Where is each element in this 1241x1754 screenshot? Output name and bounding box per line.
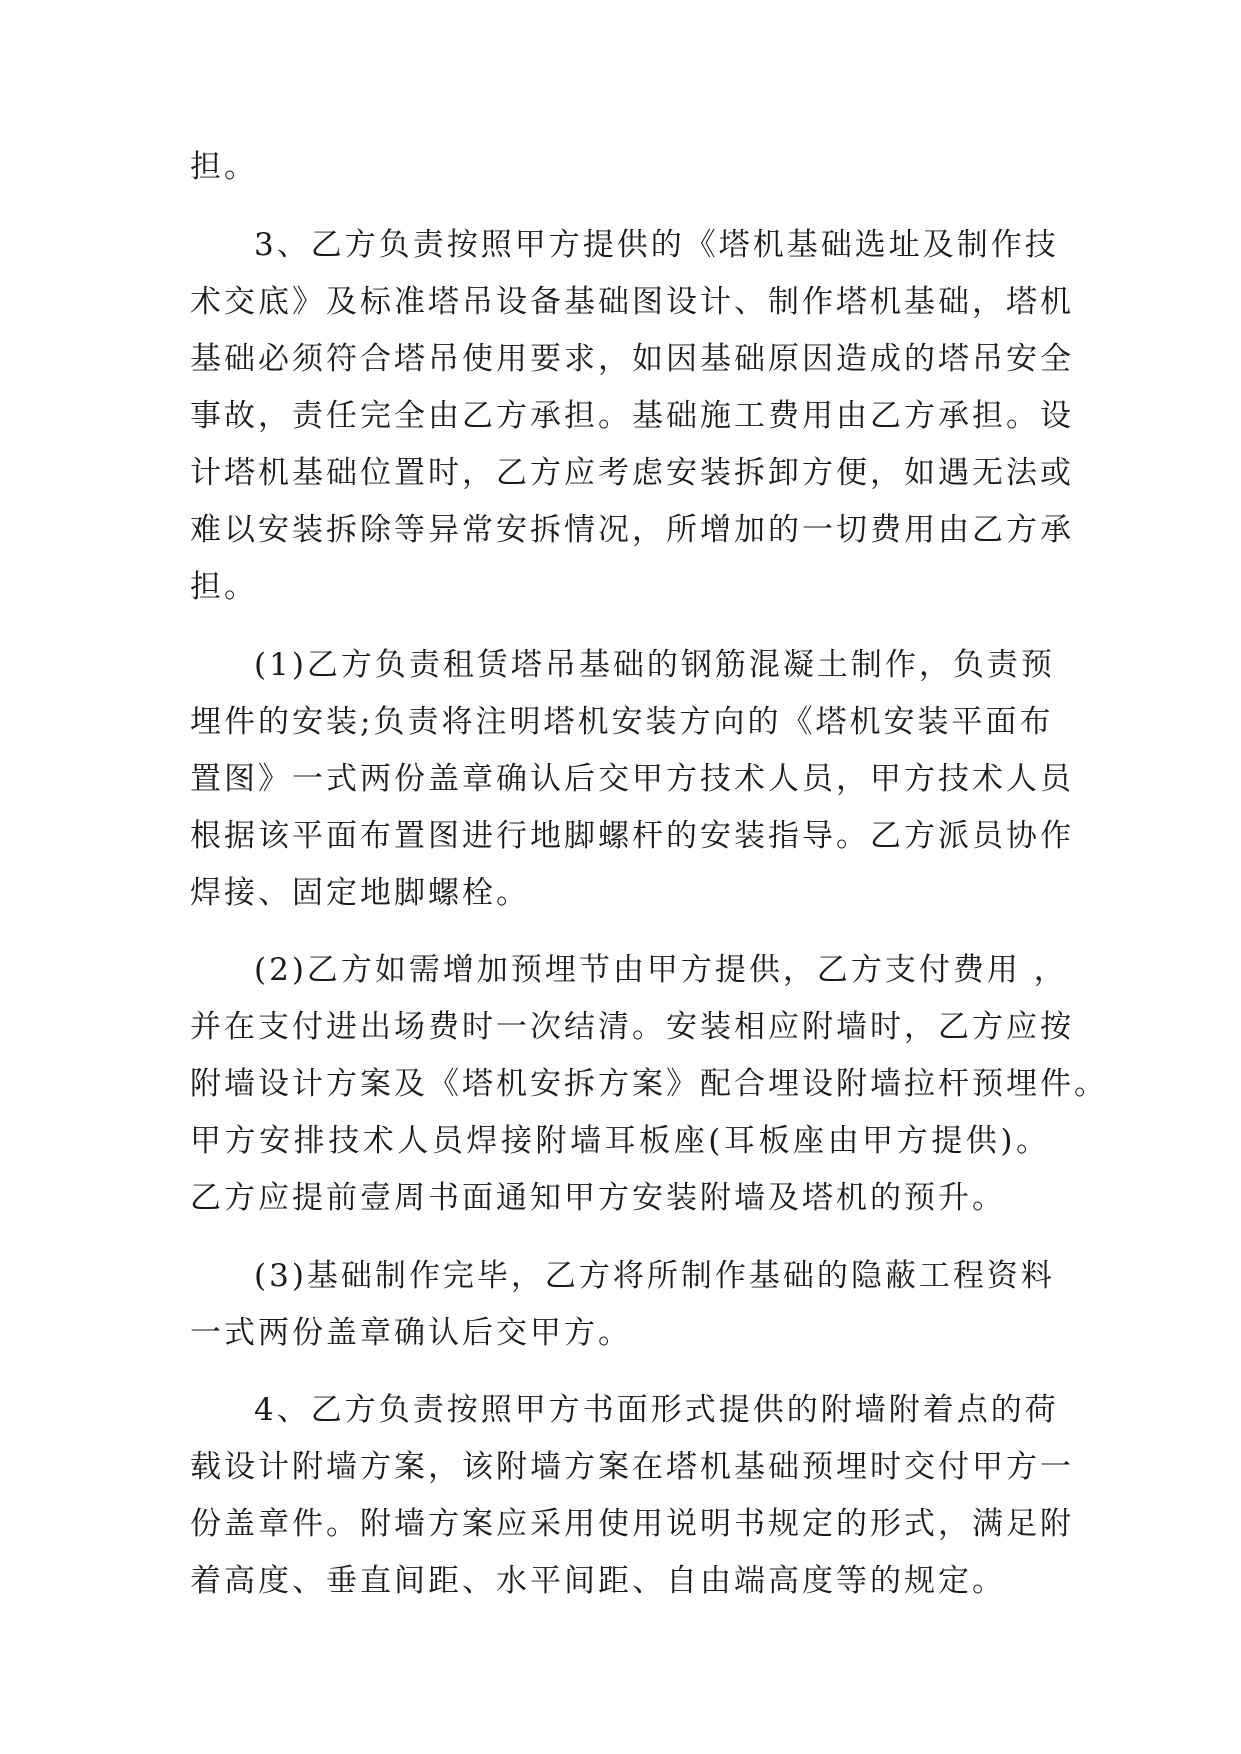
text-line: 载设计附墙方案，该附墙方案在塔机基础预埋时交付甲方一 [190, 1449, 1074, 1485]
text-line: 计塔机基础位置时，乙方应考虑安装拆卸方便，如遇无法或 [190, 455, 1074, 491]
text-line: 基础必须符合塔吊使用要求，如因基础原因造成的塔吊安全 [190, 341, 1074, 377]
text-line: 事故，责任完全由乙方承担。基础施工费用由乙方承担。设 [190, 398, 1074, 434]
text-line: 一式两份盖章确认后交甲方。 [190, 1315, 632, 1351]
text-line: 难以安装拆除等异常安拆情况，所增加的一切费用由乙方承 [190, 512, 1074, 548]
subitem-1-line: (1)乙方负责租赁塔吊基础的钢筋混凝土制作，负责预 [254, 647, 1055, 683]
text-line: 担。 [190, 569, 258, 605]
text-line: 埋件的安装;负责将注明塔机安装方向的《塔机安装平面布 [190, 704, 1054, 740]
text-line: 术交底》及标准塔吊设备基础图设计、制作塔机基础，塔机 [190, 284, 1074, 320]
subitem-2-line: (2)乙方如需增加预埋节由甲方提供，乙方支付费用 ， [254, 952, 1068, 988]
text-line: 根据该平面布置图进行地脚螺杆的安装指导。乙方派员协作 [190, 818, 1074, 854]
text-line: 并在支付进出场费时一次结清。安装相应附墙时，乙方应按 [190, 1009, 1074, 1045]
paragraph-3-line: 3、乙方负责按照甲方提供的《塔机基础选址及制作技 [254, 227, 1059, 263]
text-line: 附墙设计方案及《塔机安拆方案》配合埋设附墙拉杆预埋件。 [190, 1066, 1108, 1102]
text-line: 份盖章件。附墙方案应采用使用说明书规定的形式，满足附 [190, 1506, 1074, 1542]
paragraph-4-line: 4、乙方负责按照甲方书面形式提供的附墙附着点的荷 [254, 1392, 1059, 1428]
text-line: 乙方应提前壹周书面通知甲方安装附墙及塔机的预升。 [190, 1180, 1006, 1216]
text-line: 着高度、垂直间距、水平间距、自由端高度等的规定。 [190, 1563, 1006, 1599]
text-line: 甲方安排技术人员焊接附墙耳板座(耳板座由甲方提供)。 [190, 1123, 1050, 1159]
text-line: 置图》一式两份盖章确认后交甲方技术人员，甲方技术人员 [190, 761, 1074, 797]
subitem-3-line: (3)基础制作完毕，乙方将所制作基础的隐蔽工程资料 [254, 1258, 1055, 1294]
text-line: 焊接、固定地脚螺栓。 [190, 875, 530, 911]
text-line: 担。 [190, 149, 258, 185]
